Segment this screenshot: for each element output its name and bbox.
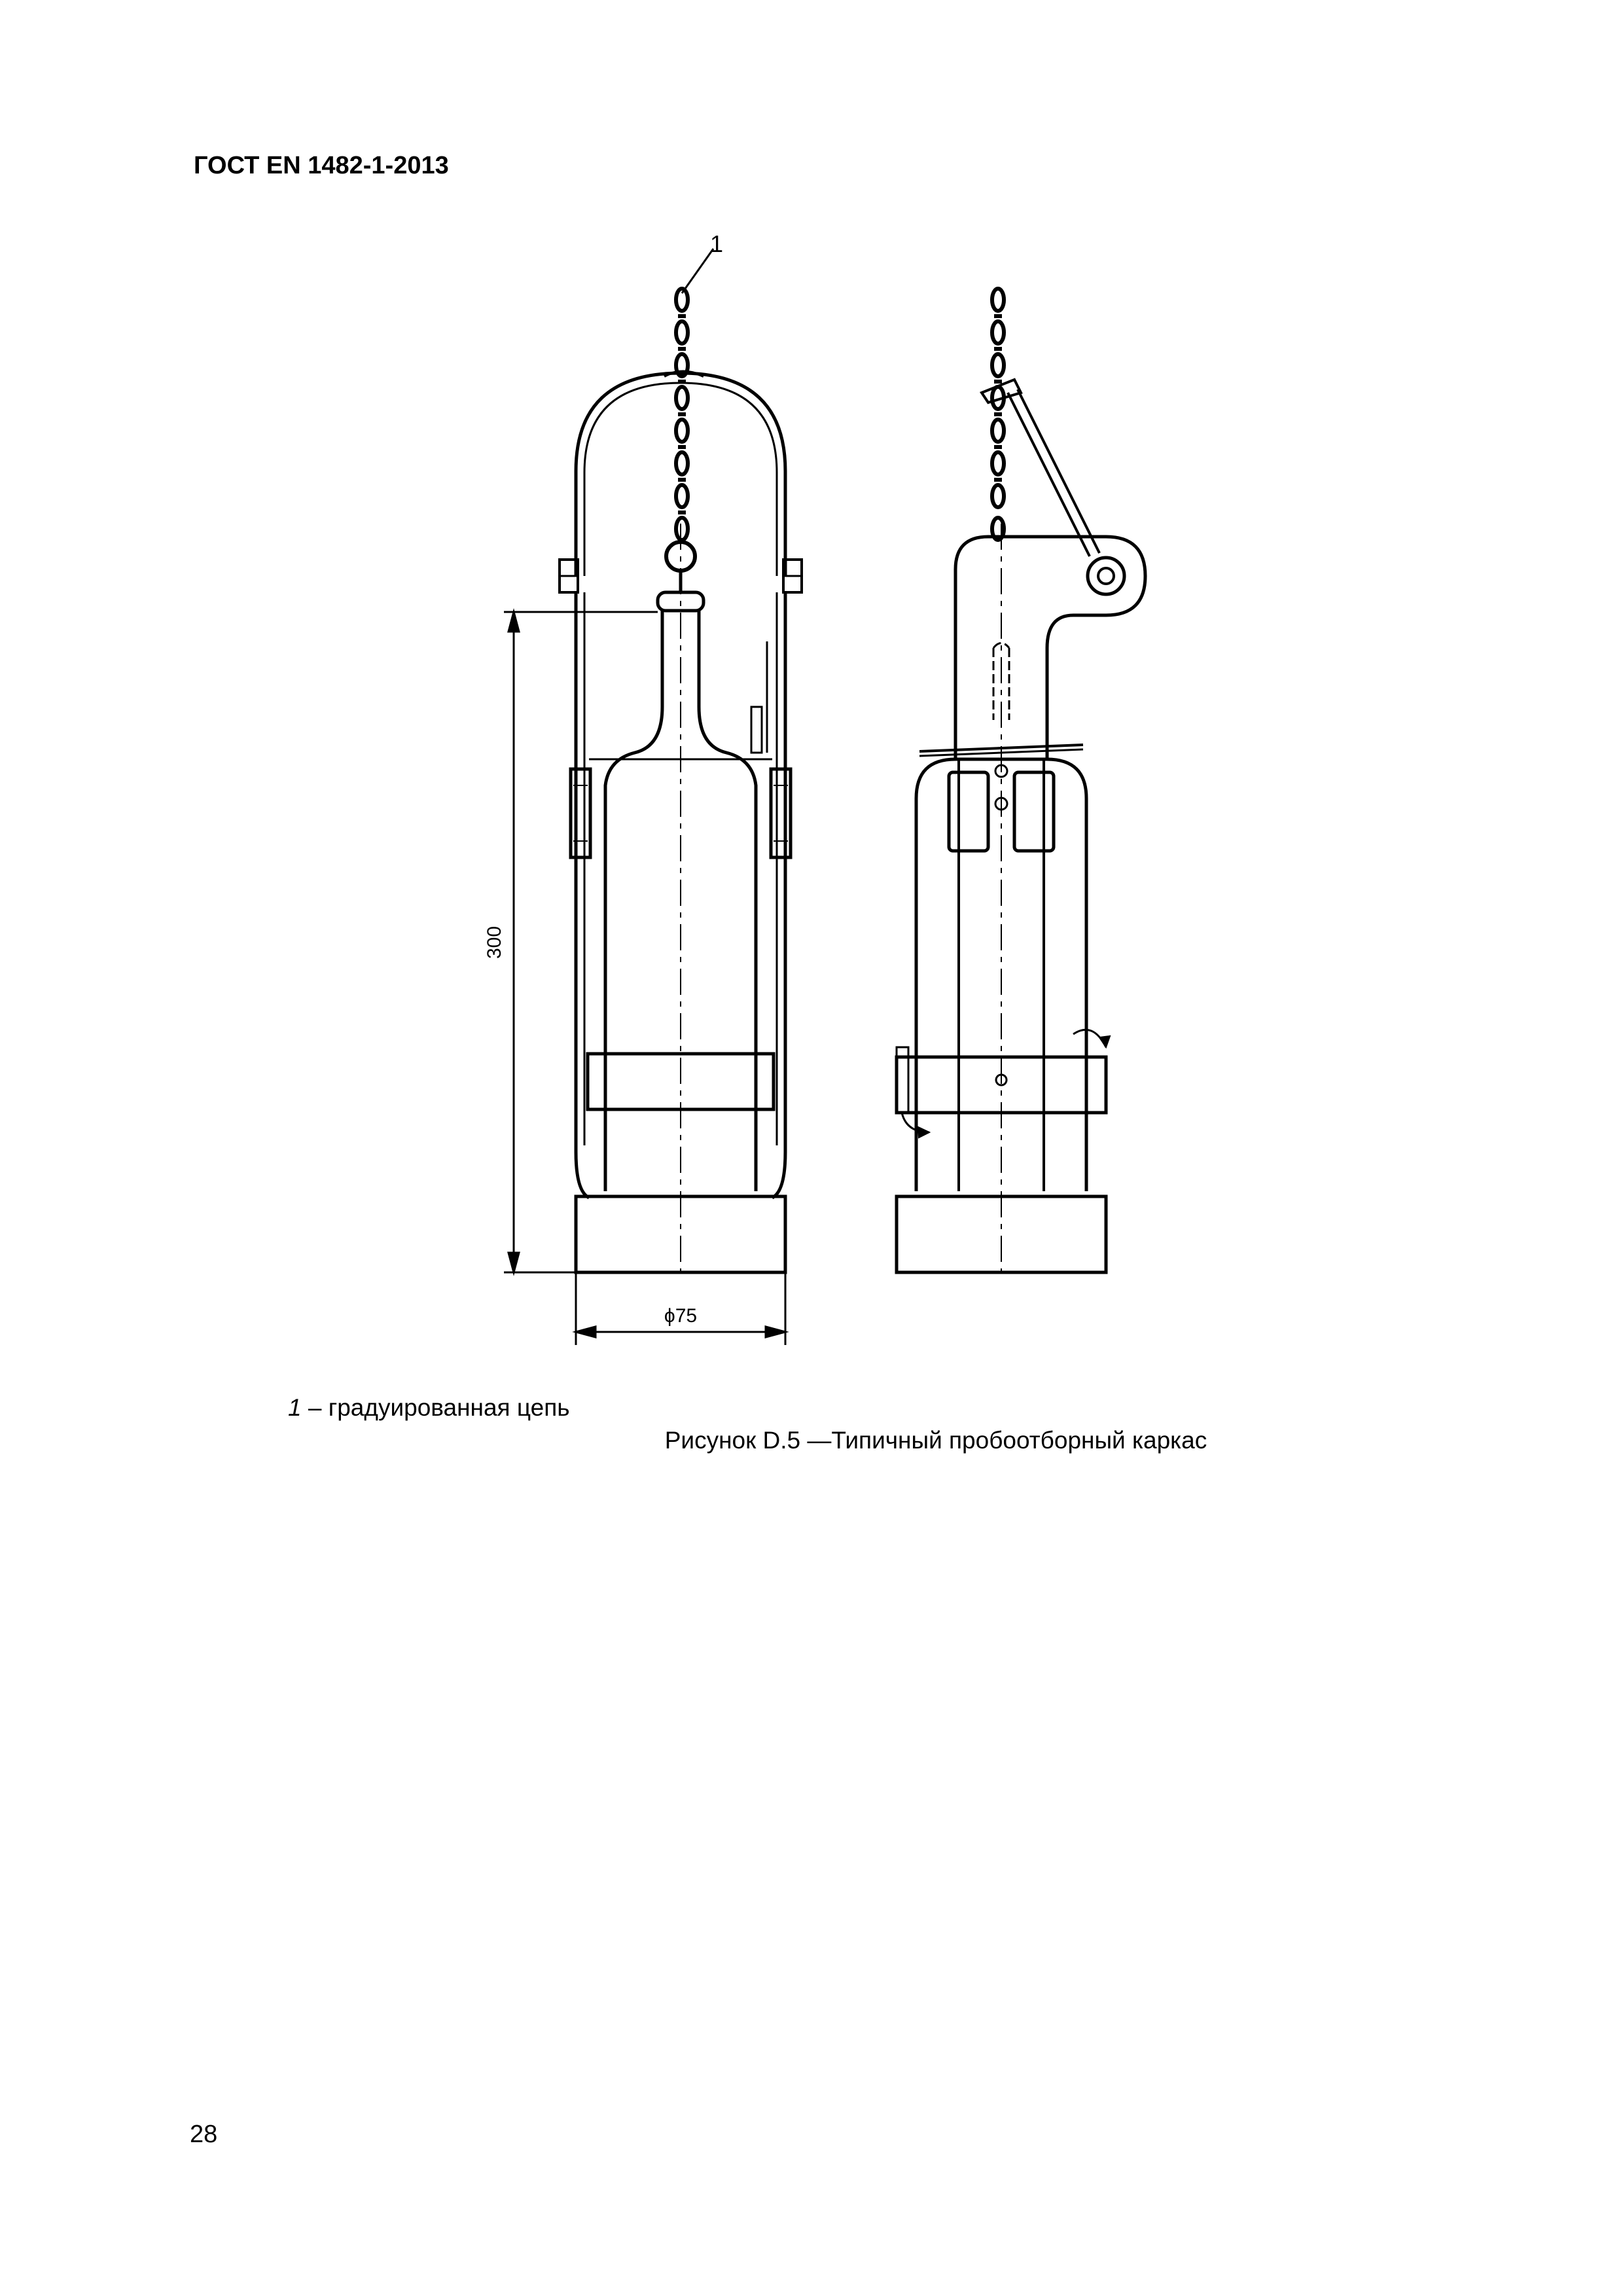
figure-caption: [0, 1427, 1623, 1454]
right-clamp: [771, 769, 791, 857]
figure-caption-text: Рисунок D.5 —Типичный пробоотборный каркас: [664, 1427, 1207, 1454]
left-clamp: [571, 769, 590, 857]
bottle-outline: [605, 611, 662, 1191]
diameter-dimension-label: ϕ75: [664, 1305, 698, 1327]
document-id-header: ГОСТ EN 1482-1-2013: [194, 152, 449, 179]
height-dimension-label: 300: [484, 925, 505, 960]
front-view: [504, 249, 802, 1345]
callout-leader: [682, 249, 713, 293]
legend-number: 1: [288, 1394, 302, 1421]
page-number: 28: [190, 2121, 218, 2148]
frame-head-side: [955, 537, 1145, 759]
chain-front: [676, 289, 688, 540]
callout-number: 1: [710, 230, 724, 257]
chain-side: [992, 289, 1004, 540]
legend-text: – градуированная цепь: [301, 1394, 570, 1421]
height-dimension: [504, 612, 658, 1272]
side-view: [897, 289, 1145, 1280]
figure-legend: [288, 1394, 570, 1422]
